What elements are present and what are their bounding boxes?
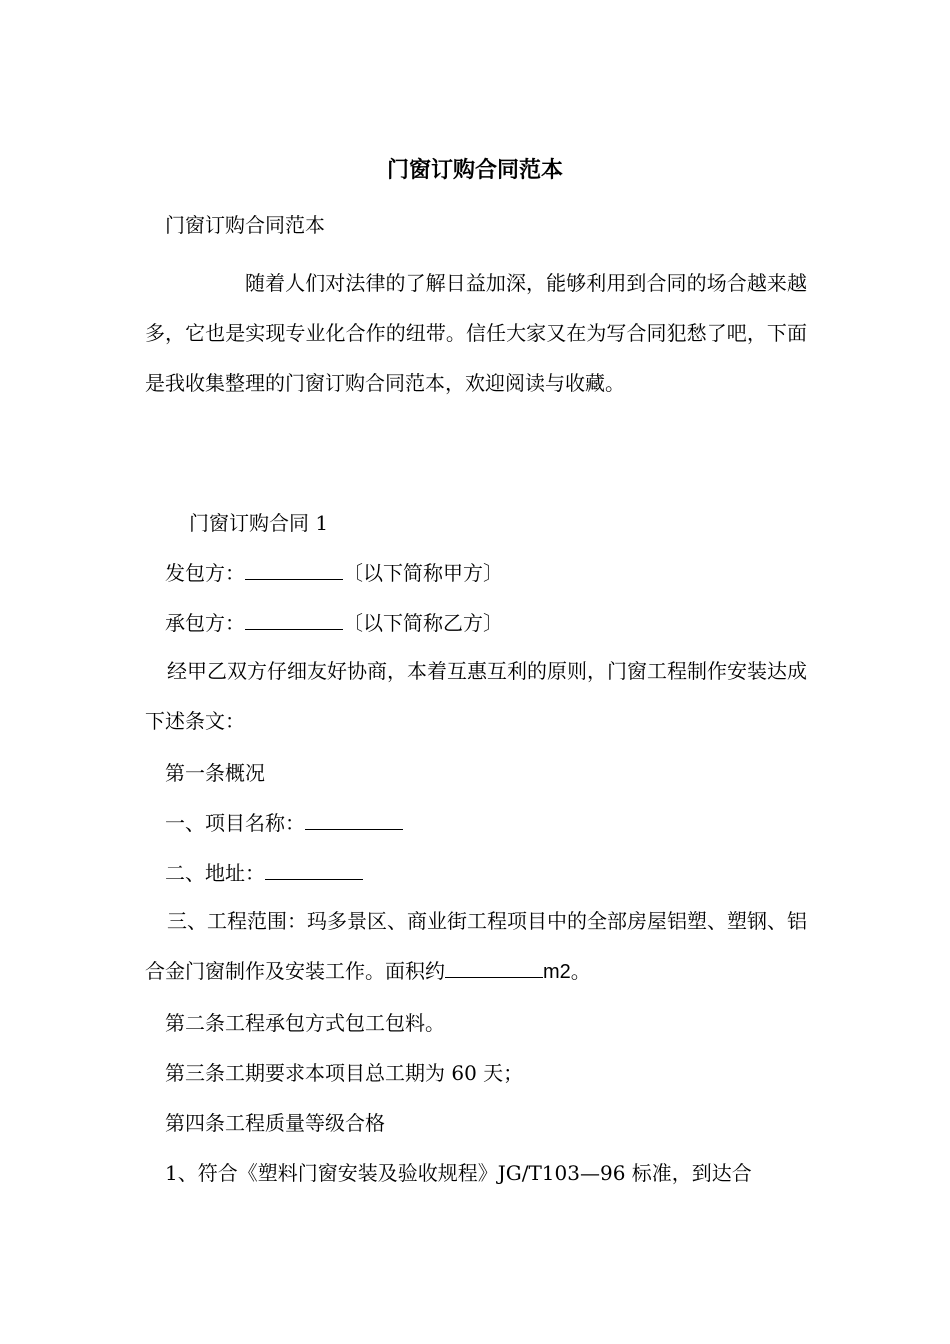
article-4-title: 第四条工程质量等级合格 — [165, 1111, 385, 1135]
intro-paragraph: 随着人们对法律的了解日益加深，能够利用到合同的场合越来越多，它也是实现专业化合作的纽带。信任大家又在为写合同犯愁了吧，下面是我收集整理的门窗订购合同范本，欢迎阅读与收藏。 — [145, 271, 807, 395]
article-2: 第二条工程承包方式包工包料。 — [165, 1011, 445, 1035]
item-2-line — [145, 858, 827, 888]
document-title: 门窗订购合同范本 — [386, 157, 563, 183]
item-2-blank[interactable] — [265, 859, 363, 880]
contract-heading: 门窗订购合同 1 — [189, 511, 329, 535]
party-b-blank[interactable] — [245, 609, 343, 630]
item-1-line — [145, 808, 827, 838]
article-1-title: 第一条概况 — [165, 761, 265, 785]
party-a-label: 发包方： — [165, 561, 245, 585]
party-b-label: 承包方： — [165, 611, 245, 635]
item-2-label: 二、地址： — [165, 861, 265, 885]
party-a-blank[interactable] — [245, 559, 343, 580]
item-3-paragraph — [145, 896, 807, 997]
party-a-note: 〔以下简称甲方〕 — [343, 561, 503, 585]
item-1-blank[interactable] — [305, 809, 403, 830]
item-1-label: 一、项目名称： — [165, 811, 305, 835]
article-3: 第三条工期要求本项目总工期为 60 天； — [165, 1061, 524, 1085]
party-a-line — [145, 558, 827, 588]
item-3-area-blank[interactable] — [445, 957, 543, 978]
party-b-note: 〔以下简称乙方〕 — [343, 611, 503, 635]
agreement-paragraph: 经甲乙双方仔细友好协商，本着互惠互利的原则，门窗工程制作安装达成下述条文： — [145, 659, 807, 733]
clause-1: 1、符合《塑料门窗安装及验收规程》JG/T103—96 标准，到达合 — [165, 1161, 752, 1185]
document-subtitle: 门窗订购合同范本 — [165, 213, 325, 237]
item-3-unit: m2。 — [543, 961, 591, 983]
party-b-line — [145, 608, 827, 638]
item-3-text: 三、工程范围：玛多景区、商业街工程项目中的全部房屋铝塑、塑钢、铝合金门窗制作及安装工作。面积约 — [145, 909, 807, 983]
